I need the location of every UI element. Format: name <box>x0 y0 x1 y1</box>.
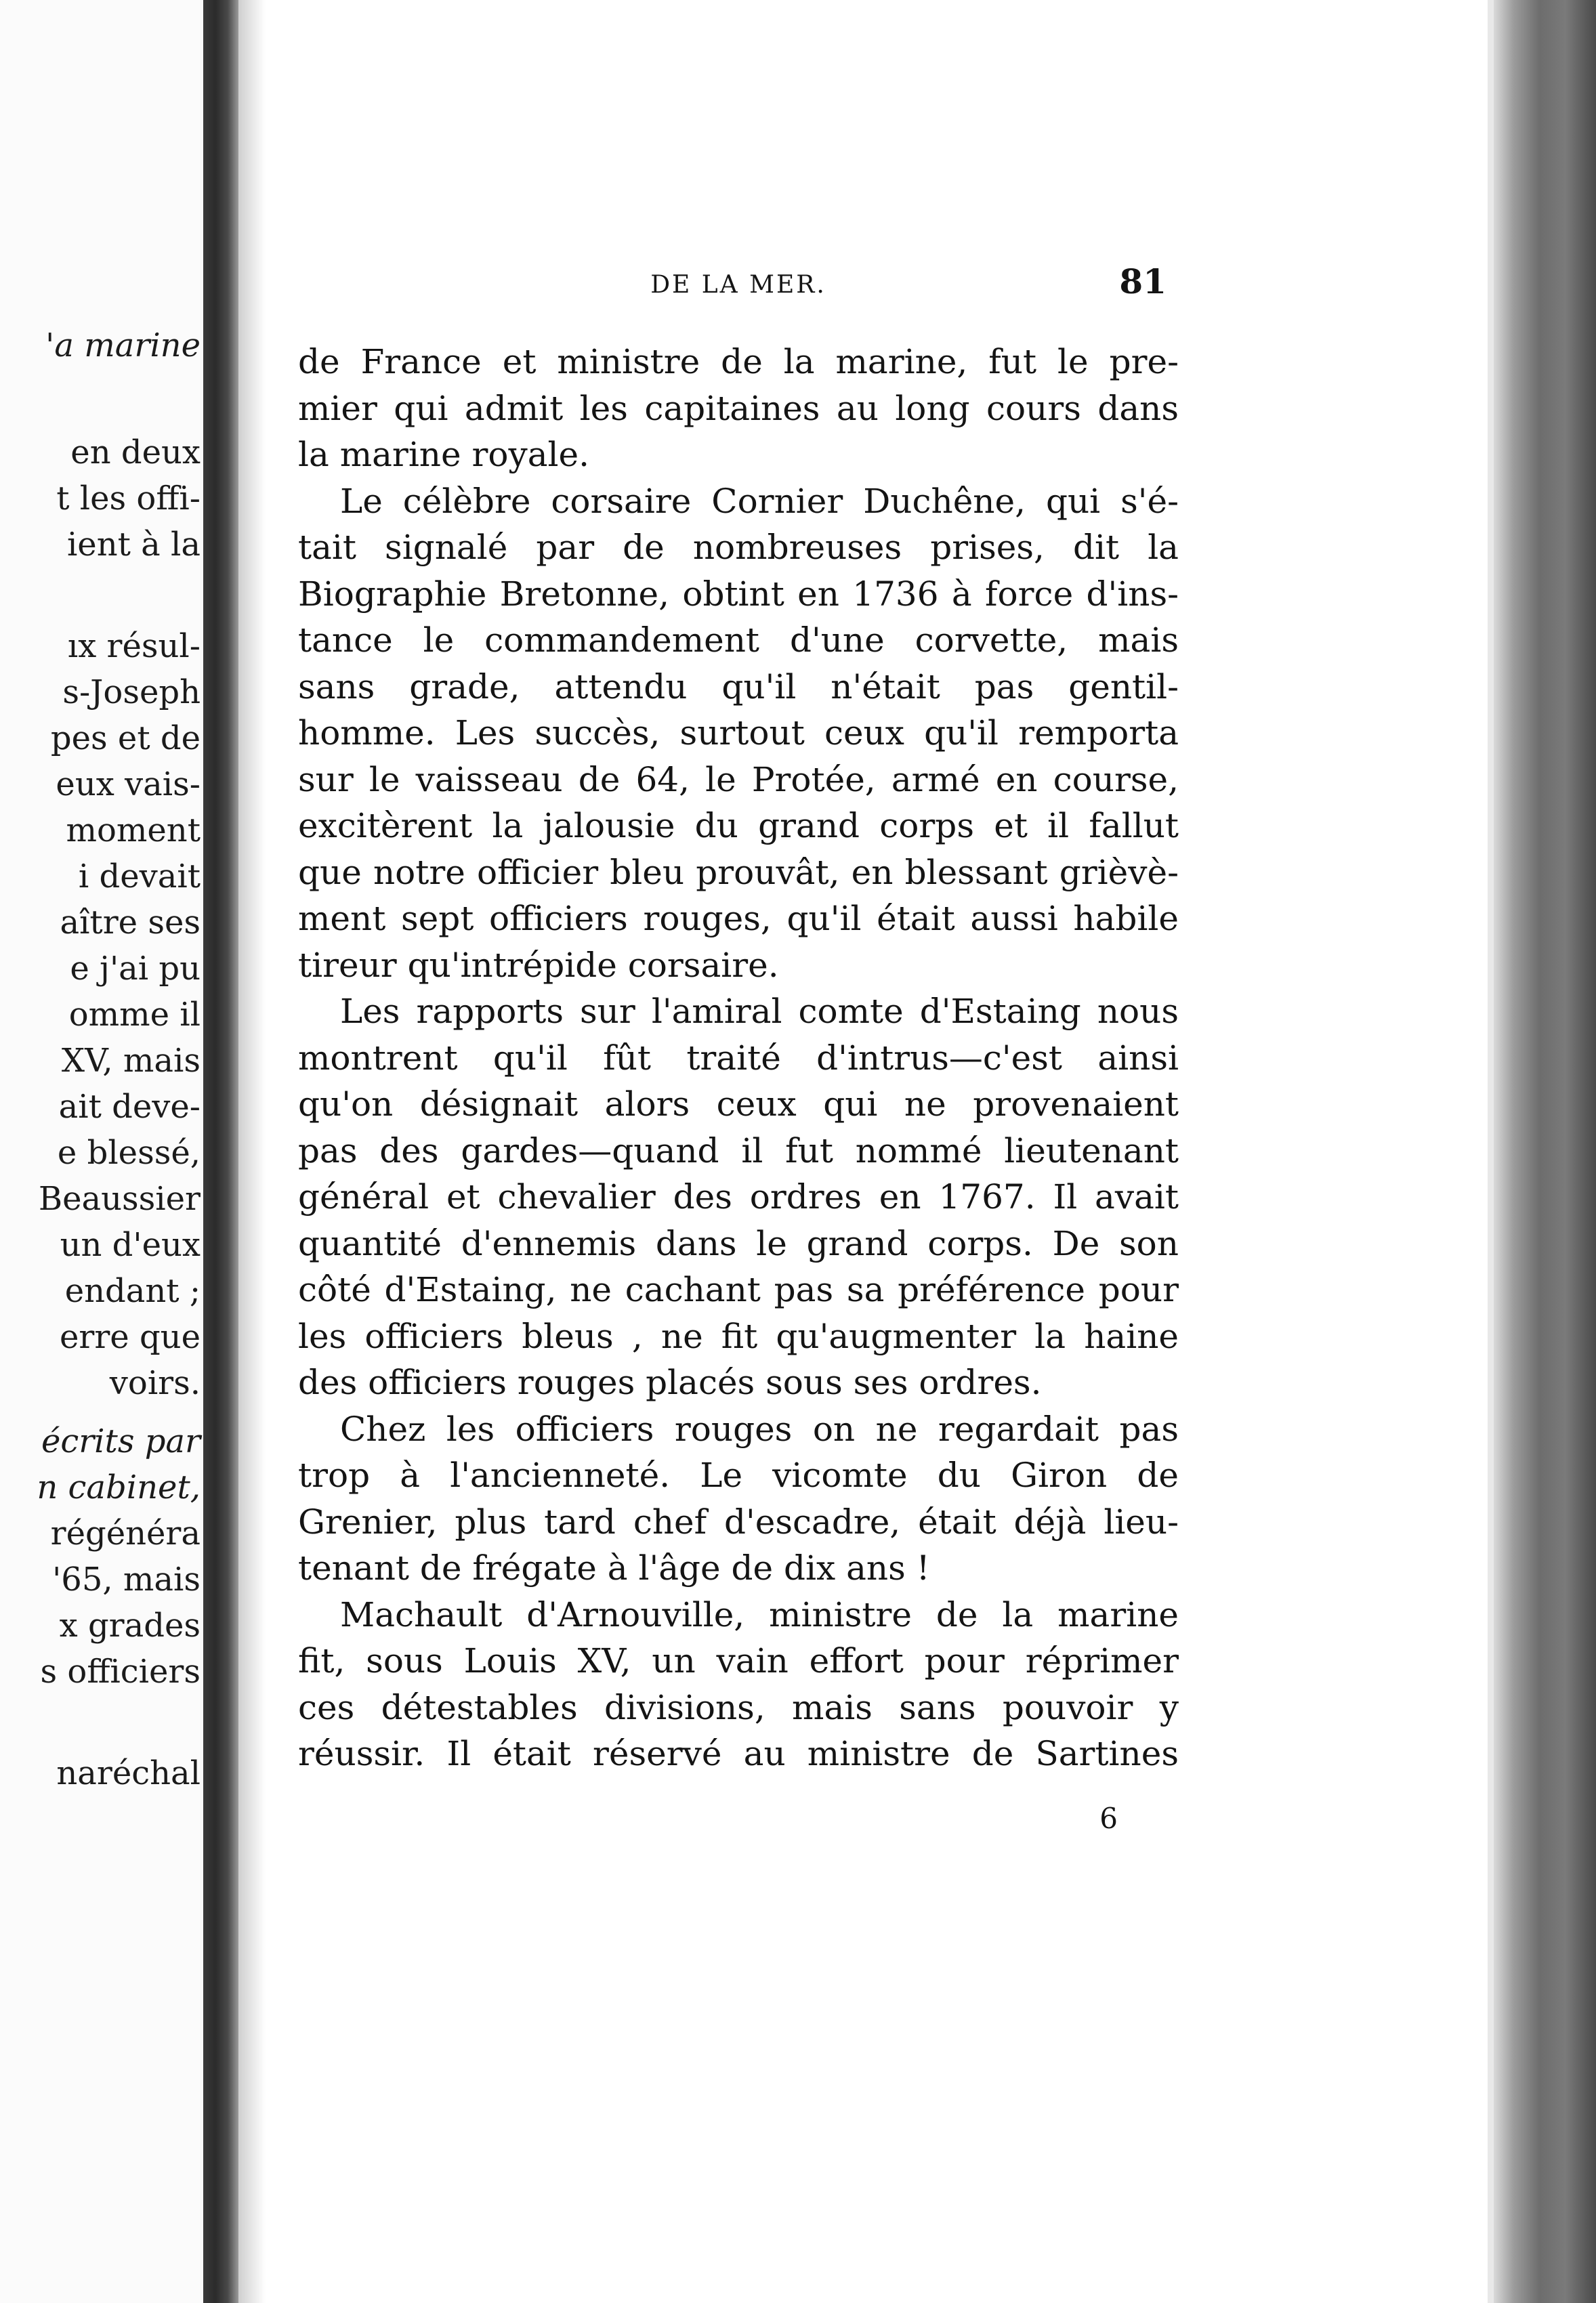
previous-page-line: i devait <box>78 858 201 895</box>
text-line: fit, sous Louis XV, un vain effort pour réprimer <box>298 1641 1179 1681</box>
text-line: réussir. Il était réservé au ministre de Sartines <box>298 1734 1179 1773</box>
previous-page-line: aître ses <box>60 904 201 942</box>
previous-page-line: endant ; <box>64 1272 201 1310</box>
previous-page-line: Beaussier <box>38 1180 201 1218</box>
previous-page-line: 'a marine <box>45 326 201 364</box>
paragraph-start-line: Machault d'Arnouville, ministre de la marine <box>340 1594 1179 1634</box>
page-number: 81 <box>1119 261 1167 301</box>
previous-page-line: s officiers <box>40 1653 201 1691</box>
text-line: trop à l'ancienneté. Le vicomte du Giron de <box>298 1456 1179 1495</box>
previous-page-line: voirs. <box>109 1364 201 1402</box>
previous-page-line: XV, mais <box>61 1042 201 1080</box>
previous-page-line: moment <box>66 811 201 849</box>
right-page-edge <box>1494 0 1596 2303</box>
text-line: excitèrent la jalousie du grand corps et il fallut <box>298 806 1179 845</box>
previous-page-line: t les offi- <box>56 480 201 517</box>
text-line: ment sept officiers rouges, qu'il était aussi habile <box>298 899 1179 938</box>
previous-page-line: en deux <box>70 434 201 471</box>
signature-mark: 6 <box>1099 1802 1118 1835</box>
previous-page-line: s-Joseph <box>62 673 201 711</box>
running-head <box>298 257 1179 312</box>
text-line: sur le vaisseau de 64, le Protée, armé en course, <box>298 759 1179 799</box>
text-line: de France et ministre de la marine, fut le pre- <box>298 342 1179 381</box>
previous-page-line: ait deve- <box>58 1088 201 1126</box>
text-line: tireur qu'intrépide corsaire. <box>298 945 779 985</box>
text-line: pas des gardes—quand il fut nommé lieutenant <box>298 1131 1179 1170</box>
previous-page-fragment <box>0 0 209 2303</box>
page-81 <box>298 257 1179 1835</box>
previous-page-line: '65, mais <box>52 1561 201 1599</box>
previous-page-line: x grades <box>59 1607 201 1645</box>
text-line: tance le commandement d'une corvette, mais <box>298 620 1179 660</box>
previous-page-line: omme il <box>68 996 201 1034</box>
gutter-shadow <box>238 0 266 2303</box>
text-line: montrent qu'il fût traité d'intrus—c'est ainsi <box>298 1038 1179 1078</box>
text-line: quantité d'ennemis dans le grand corps. De son <box>298 1223 1179 1263</box>
text-line: la marine royale. <box>298 435 590 474</box>
paragraph-start-line: Le célèbre corsaire Cornier Duchêne, qui s'é- <box>340 481 1179 521</box>
text-line: homme. Les succès, surtout ceux qu'il remporta <box>298 713 1179 753</box>
text-line: sans grade, attendu qu'il n'était pas gentil- <box>298 667 1179 706</box>
previous-page-line: e blessé, <box>57 1134 201 1172</box>
previous-page-line: naréchal <box>56 1754 201 1792</box>
previous-page-line: e j'ai pu <box>70 950 201 988</box>
text-line: général et chevalier des ordres en 1767. Il avait <box>298 1177 1179 1217</box>
text-line: côté d'Estaing, ne cachant pas sa préférence pour <box>298 1270 1179 1309</box>
previous-page-line: erre que <box>59 1318 201 1356</box>
text-line: ces détestables divisions, mais sans pouvoir y <box>298 1687 1179 1727</box>
previous-page-line: pes et de <box>50 719 201 757</box>
text-line: tait signalé par de nombreuses prises, dit la <box>298 528 1179 567</box>
text-line: mier qui admit les capitaines au long cours dans <box>298 388 1179 428</box>
paragraph-start-line: Les rapports sur l'amiral comte d'Estaing nous <box>340 992 1179 1031</box>
text-line: tenant de frégate à l'âge de dix ans ! <box>298 1548 930 1588</box>
running-title: DE LA MER. <box>650 271 826 299</box>
binding-gutter <box>203 0 238 2303</box>
previous-page-line: ient à la <box>66 526 201 564</box>
text-line: qu'on désignait alors ceux qui ne provenaient <box>298 1084 1179 1124</box>
previous-page-line: n cabinet, <box>37 1469 201 1506</box>
paragraph-start-line: Chez les officiers rouges on ne regardait pas <box>340 1409 1179 1449</box>
previous-page-line: régénéra <box>50 1515 201 1552</box>
text-line: Biographie Bretonne, obtint en 1736 à force d'ins- <box>298 574 1179 614</box>
body-text <box>298 339 1179 1777</box>
previous-page-line: un d'eux <box>60 1226 201 1264</box>
previous-page-line: écrits par <box>41 1422 201 1460</box>
text-line: des officiers rouges placés sous ses ordres. <box>298 1363 1042 1402</box>
text-line: les officiers bleus , ne fit qu'augmenter la haine <box>298 1316 1179 1356</box>
previous-page-line: eux vais- <box>56 765 201 803</box>
previous-page-line: ıx résul- <box>67 627 201 665</box>
text-line: Grenier, plus tard chef d'escadre, était déjà lieu- <box>298 1502 1179 1542</box>
text-line: que notre officier bleu prouvât, en blessant grièvè- <box>298 852 1179 892</box>
